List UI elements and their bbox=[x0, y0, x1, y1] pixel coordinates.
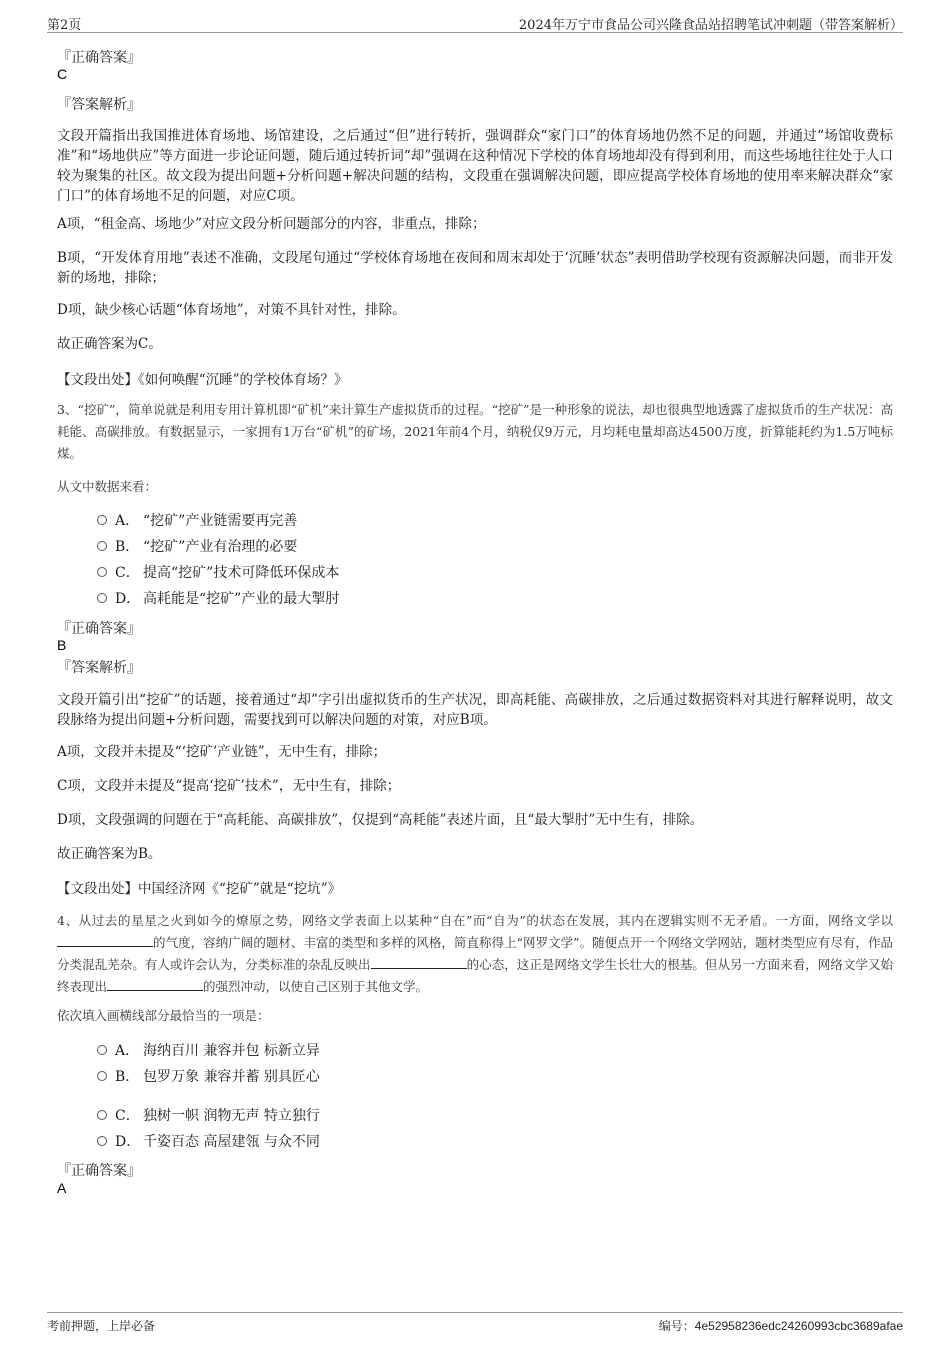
footer-slogan: 考前押题，上岸必备 bbox=[47, 1319, 156, 1333]
page-header bbox=[47, 10, 903, 33]
question-stem: 4、从过去的星星之火到如今的燎原之势，网络文学表面上以某种“自在”而“自为”的状态在发展，其内在逻辑实则不无矛盾。一方面，网络文学以的气度，容纳广阔的题材、丰富的类型和多样的风格，简直称得上“网罗文学”。随便点开一个网络文学网站，题材类型应有尽有，作品分类混乱芜杂。有人或许会认为，分类标准的杂乱反映出 的心态，这正是网络文学生长壮大的根基。但从另一方面来看，网络文学又始终表现出 的强烈冲动，以使自己区别于其他文学。 bbox=[57, 913, 893, 994]
radio-icon[interactable] bbox=[97, 1110, 107, 1120]
option-c[interactable]: C． 提高“挖矿”技术可降低环保成本 bbox=[97, 563, 339, 583]
analysis-text: 文段开篇引出“挖矿”的话题，接着通过“却”字引出虚拟货币的生产状况，即高耗能、高碳排放，之后通过数据资料对其进行解释说明，故文段脉络为提出问题+分析问题，需要找到可以解决问题的对策，对应B项。 bbox=[57, 692, 893, 728]
radio-icon[interactable] bbox=[97, 1045, 107, 1055]
question-stem: 3、“挖矿”，简单说就是利用专用计算机即“矿机”来计算生产虚拟货币的过程。“挖矿”是一种形象的说法，却也很典型地透露了虚拟货币的生产状况：高耗能、高碳排放。有数据显示，一家拥有1万台“矿机”的矿场，2021年前4个月，纳税仅9万元，月均耗电量却高达4500万度，折算能耗约为1.5万吨标煤。 bbox=[57, 402, 893, 461]
analysis-conclusion: 故正确答案为B。 bbox=[57, 846, 162, 862]
radio-icon[interactable] bbox=[97, 1136, 107, 1146]
answer-label: 『正确答案』 bbox=[57, 1163, 141, 1179]
source-citation: 【文段出处】《如何唤醒“沉睡”的学校体育场？》 bbox=[57, 372, 348, 388]
correct-answer: A bbox=[57, 1180, 67, 1196]
option-b[interactable]: B． “挖矿”产业有治理的必要 bbox=[97, 537, 297, 557]
source-citation: 【文段出处】中国经济网《“挖矿”就是“挖坑”》 bbox=[57, 881, 342, 897]
document-id: 编号：4e52958236edc24260993cbc3689afae bbox=[658, 1319, 903, 1333]
radio-icon[interactable] bbox=[97, 541, 107, 551]
analysis-note: C项，文段并未提及“提高‘挖矿’技术”，无中生有，排除； bbox=[57, 778, 401, 794]
radio-icon[interactable] bbox=[97, 515, 107, 525]
analysis-conclusion: 故正确答案为C。 bbox=[57, 336, 162, 352]
analysis-label: 『答案解析』 bbox=[57, 660, 141, 676]
radio-icon[interactable] bbox=[97, 1071, 107, 1081]
correct-answer: C bbox=[57, 66, 68, 82]
option-a[interactable]: A． 海纳百川 兼容并包 标新立异 bbox=[97, 1041, 320, 1061]
page-footer bbox=[47, 1312, 903, 1335]
radio-icon[interactable] bbox=[97, 593, 107, 603]
correct-answer: B bbox=[57, 637, 67, 653]
question-prompt: 从文中数据来看： bbox=[57, 479, 158, 494]
analysis-text: 文段开篇指出我国推进体育场地、场馆建设，之后通过“但”进行转折，强调群众“家门口”的体育场地仍然不足的问题，并通过“场馆收费标准”和“场地供应”等方面进一步论证问题，随后通过转折词“却”强调在这种情况下学校的体育场地却没有得到利用，而这些场地往往处于人口较为聚集的社区。故文段为提出问题+分析问题+解决问题的结构，文段重在强调解决问题，即应提高学校体育场地的使用率来解决群众“家门口”的体育场地不足的问题，对应C项。 bbox=[57, 128, 893, 204]
option-b[interactable]: B． 包罗万象 兼容并蓄 别具匠心 bbox=[97, 1067, 320, 1087]
analysis-label: 『答案解析』 bbox=[57, 97, 141, 113]
analysis-note: A项，“租金高、场地少”对应文段分析问题部分的内容，非重点，排除； bbox=[57, 216, 486, 232]
option-d[interactable]: D． 千姿百态 高屋建瓴 与众不同 bbox=[97, 1132, 320, 1152]
radio-icon[interactable] bbox=[97, 567, 107, 577]
analysis-note: D项，文段强调的问题在于“高耗能、高碳排放”，仅提到“高耗能”表述片面，且“最大掣肘”无中生有，排除。 bbox=[57, 812, 704, 828]
option-a[interactable]: A． “挖矿”产业链需要再完善 bbox=[97, 511, 297, 531]
answer-label: 『正确答案』 bbox=[57, 621, 141, 637]
analysis-note: D项，缺少核心话题“体育场地”，对策不具针对性，排除。 bbox=[57, 302, 406, 318]
fill-blank-3[interactable] bbox=[107, 978, 203, 991]
answer-label: 『正确答案』 bbox=[57, 50, 141, 66]
fill-blank-1[interactable] bbox=[57, 934, 153, 947]
analysis-note: B项，“开发体育用地”表述不准确，文段尾句通过“学校体育场地在夜间和周末却处于‘沉睡’状态”表明借助学校现有资源解决问题，而非开发新的场地，排除； bbox=[57, 250, 893, 286]
analysis-note: A项，文段并未提及“‘挖矿’产业链”，无中生有，排除； bbox=[57, 744, 387, 760]
option-c[interactable]: C． 独树一帜 润物无声 特立独行 bbox=[97, 1106, 320, 1126]
question-prompt: 依次填入画横线部分最恰当的一项是： bbox=[57, 1008, 270, 1023]
fill-blank-2[interactable] bbox=[371, 956, 467, 969]
option-d[interactable]: D． 高耗能是“挖矿”产业的最大掣肘 bbox=[97, 589, 339, 609]
document-title: 2024年万宁市食品公司兴隆食品站招聘笔试冲刺题（带答案解析） bbox=[518, 18, 903, 33]
page-number: 第2页 bbox=[47, 18, 82, 33]
